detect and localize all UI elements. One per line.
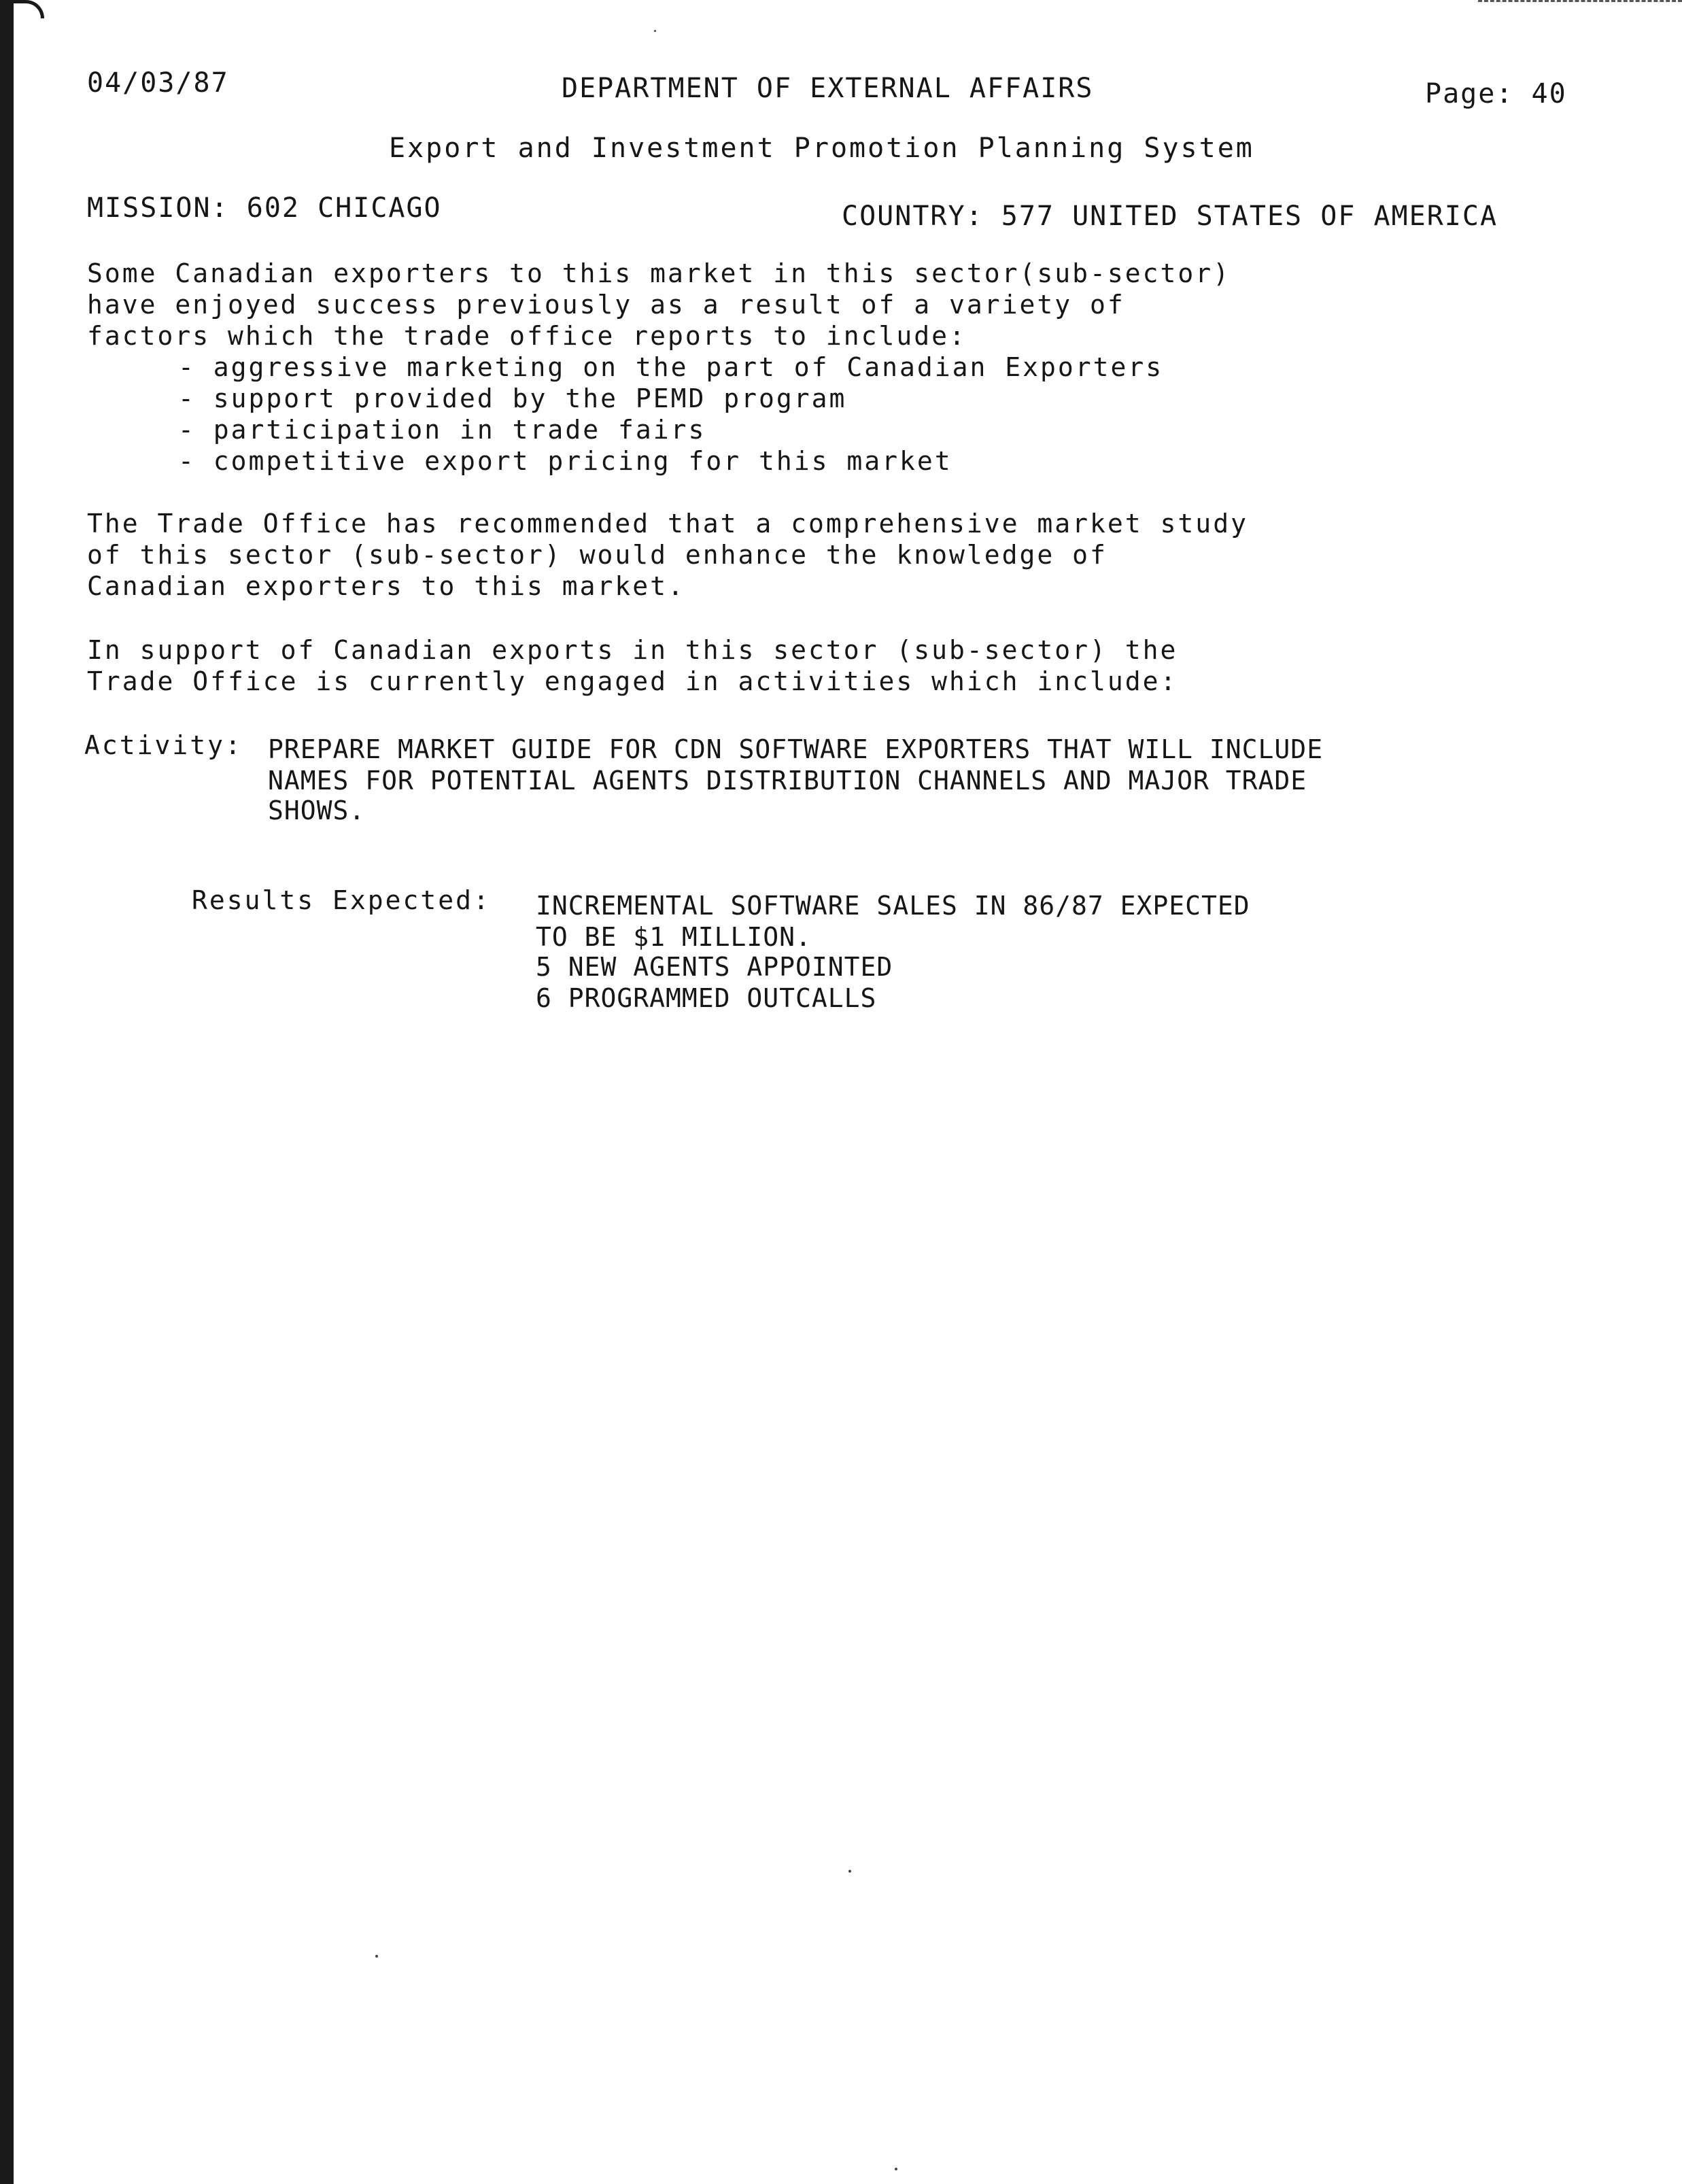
results-label: Results Expected: [192, 885, 491, 915]
intro-bullet-2: - support provided by the PEMD program [178, 383, 847, 413]
recommendation-line-3: Canadian exporters to this market. [87, 571, 685, 601]
results-line-4: 6 PROGRAMMED OUTCALLS [536, 983, 877, 1013]
department-title: DEPARTMENT OF EXTERNAL AFFAIRS [562, 73, 1094, 104]
scan-speck [375, 1955, 378, 1958]
recommendation-line-2: of this sector (sub-sector) would enhance the knowledge of [87, 540, 1108, 570]
intro-bullet-3: - participation in trade fairs [178, 415, 706, 445]
activity-label: Activity: [84, 730, 243, 760]
scan-speck [654, 30, 656, 32]
intro-bullet-4: - competitive export pricing for this market [178, 446, 952, 476]
intro-bullet-1: - aggressive marketing on the part of Canadian Exporters [178, 352, 1164, 382]
binding-curl [0, 0, 44, 18]
country-field: COUNTRY: 577 UNITED STATES OF AMERICA [842, 201, 1498, 232]
mission-field: MISSION: 602 CHICAGO [87, 192, 442, 224]
page-number: Page: 40 [1425, 78, 1567, 109]
activity-line-2: NAMES FOR POTENTIAL AGENTS DISTRIBUTION CHANNELS AND MAJOR TRADE [268, 766, 1307, 796]
intro-line-2: have enjoyed success previously as a result of a variety of [87, 290, 1125, 320]
scan-speck [895, 2168, 897, 2170]
results-line-2: TO BE $1 MILLION. [536, 922, 812, 952]
support-line-1: In support of Canadian exports in this sector (sub-sector) the [87, 635, 1178, 665]
binding-edge [0, 0, 14, 2184]
system-title: Export and Investment Promotion Planning System [389, 133, 1254, 164]
results-line-3: 5 NEW AGENTS APPOINTED [536, 952, 893, 982]
intro-line-1: Some Canadian exporters to this market in this sector(sub-sector) [87, 258, 1231, 288]
activity-line-1: PREPARE MARKET GUIDE FOR CDN SOFTWARE EXPORTERS THAT WILL INCLUDE [268, 734, 1324, 764]
activity-line-3: SHOWS. [268, 796, 366, 825]
report-date: 04/03/87 [87, 67, 229, 99]
results-line-1: INCREMENTAL SOFTWARE SALES IN 86/87 EXPECTED [536, 891, 1250, 921]
recommendation-line-1: The Trade Office has recommended that a comprehensive market study [87, 509, 1248, 539]
intro-line-3: factors which the trade office reports to include: [87, 321, 967, 351]
scan-speck [848, 1870, 851, 1873]
top-edge-dashes [1478, 0, 1682, 2]
support-line-2: Trade Office is currently engaged in activities which include: [87, 666, 1178, 696]
